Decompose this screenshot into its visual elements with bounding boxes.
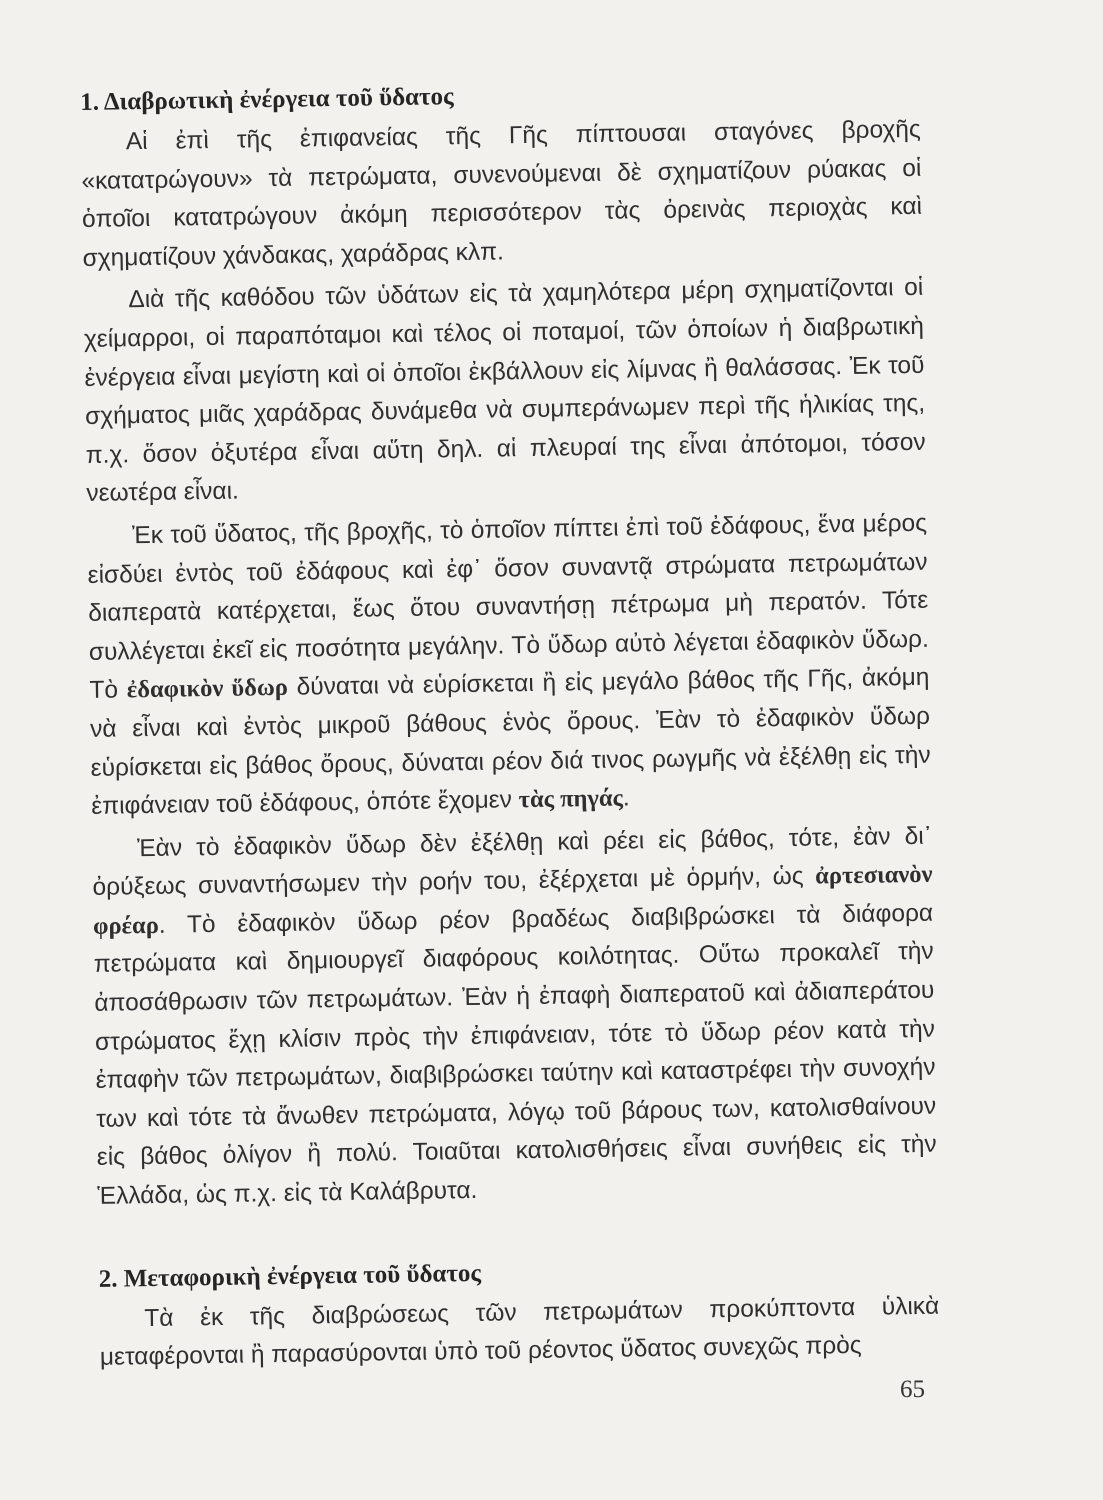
section-1-paragraph-2: Διὰ τῆς καθόδου τῶν ὑδάτων εἰς τὰ χαμηλότερα μέρη σχηματίζονται οἱ χείμαρροι, οἱ παραπόταμοι καὶ τέλος οἱ ποταμοί, τῶν ὁποίων ἡ διαβρωτικὴ ἐνέργεια εἶναι μεγίστη καὶ οἱ ὁποῖοι ἐκβάλλουν εἰς λίμνας ἢ θαλάσσας. Ἐκ τοῦ σχήματος μιᾶς χαράδρας δυνάμεθα νὰ συμπεράνωμεν περὶ τῆς ἡλικίας της, π.χ. ὅσον ὀξυτέρα εἶναι αὕτη δηλ. αἱ πλευραί της εἶναι ἀπότομοι, τόσον νεωτέρα εἶναι. [83,274,926,508]
section-1-paragraph-4 [92,817,938,1216]
section-2-paragraph-1: Τὰ ἐκ τῆς διαβρώσεως τῶν πετρωμάτων προκύπτοντα ὑλικὰ μεταφέρονται ἢ παρασύρονται ὑπὸ τοῦ ρέοντος ὕδατος συνεχῶς πρὸς [99,1292,940,1372]
term-pigas: τὰς πηγάς [518,784,624,814]
section-1-paragraph-3 [87,505,932,827]
term-artesianon-frear: ἀρτεσιανὸν φρέαρ [92,860,933,940]
section-1-paragraph-1: Αἱ ἐπὶ τῆς ἐπιφανείας τῆς Γῆς πίπτουσαι σταγόνες βροχῆς «κατατρώγουν» τὰ πετρώματα, συνενούμεναι δὲ σχηματίζουν ρύακας οἱ ὁποῖοι κατατρώγουν ἀκόμη περισσότερον τὰς ὀρεινὰς περιοχὰς καὶ σχηματίζουν χάνδακας, χαράδρας κλπ. [81,115,923,272]
page-number: 65 [900,1376,925,1403]
page-content [80,75,940,1378]
paragraph-4-text-a: Ἐὰν τὸ ἐδαφικὸν ὕδωρ δὲν ἐξέλθῃ καὶ ρέει εἰς βάθος, τότε, ἐὰν δι᾽ ὀρύξεως συναντήσωμεν τὴν ροήν του, ἐξέρχεται μὲ ὁρμήν, ὡς [92,822,933,902]
paragraph-4-text-c: . Τὸ ἐδαφικὸν ὕδωρ ρέον βραδέως διαβιβρώσκει τὰ διάφορα πετρώματα καὶ δημιουργεῖ διαφόρους κοιλότητας. Οὕτω προκαλεῖ τὴν ἀποσάθρωσιν τῶν πετρωμάτων. Ἐὰν ἡ ἐπαφὴ διαπερατοῦ καὶ ἀδιαπεράτου στρώματος ἔχῃ κλίσιν πρὸς τὴν ἐπιφάνειαν, τότε τὸ ὕδωρ ρέον κατὰ τὴν ἐπαφὴν τῶν πετρωμάτων, διαβιβρώσκει ταύτην καὶ καταστρέφει τὴν συνοχήν των καὶ τότε τὰ ἄνωθεν πετρώματα, λόγῳ τοῦ βάρους των, κατολισθαίνουν εἰς βάθος ὀλίγον ἢ πολύ. Τοιαῦται κατολισθήσεις εἶναι συνήθεις εἰς τὴν Ἑλλάδα, ὡς π.χ. εἰς τὰ Καλάβρυτα. [93,899,937,1210]
paragraph-3-text-c: δύναται νὰ εὑρίσκεται ἢ εἰς μεγάλο βάθος τῆς Γῆς, ἀκόμη νὰ εἶναι καὶ ἐντὸς μικροῦ βάθους ἑνὸς ὄρους. Ἐὰν τὸ ἐδαφικὸν ὕδωρ εὑρίσκεται εἰς βάθος ὄρους, δύναται ρέον διά τινος ρωγμῆς νὰ ἐξέλθῃ εἰς τὴν ἐπιφάνειαν τοῦ ἐδάφους, ὁπότε ἔχομεν [89,664,931,821]
term-edaphikon-hydor: ἐδαφικὸν ὕδωρ [126,674,289,704]
paragraph-3-text-e: . [622,784,630,812]
section-2-heading: 2. Μεταφορικὴ ἐνέργεια τοῦ ὕδατος [98,1259,482,1293]
paragraph-3-text-a: Ἐκ τοῦ ὕδατος, τῆς βροχῆς, τὸ ὁποῖον πίπτει ἐπὶ τοῦ ἐδάφους, ἕνα μέρος εἰσδύει ἐντὸς τοῦ ἐδάφους καὶ ἐφ᾽ ὅσον συναντᾷ στρώματα πετρωμάτων διαπερατὰ κατέρχεται, ἕως ὅτου συναντήσῃ πέτρωμα μὴ περατόν. Τότε συλλέγεται ἐκεῖ εἰς ποσότητα μεγάλην. Τὸ ὕδωρ αὐτὸ λέγεται ἐδαφικὸν ὕδωρ. Τὸ [87,509,929,705]
section-1-heading: 1. Διαβρωτικὴ ἐνέργεια τοῦ ὕδατος [80,83,454,116]
